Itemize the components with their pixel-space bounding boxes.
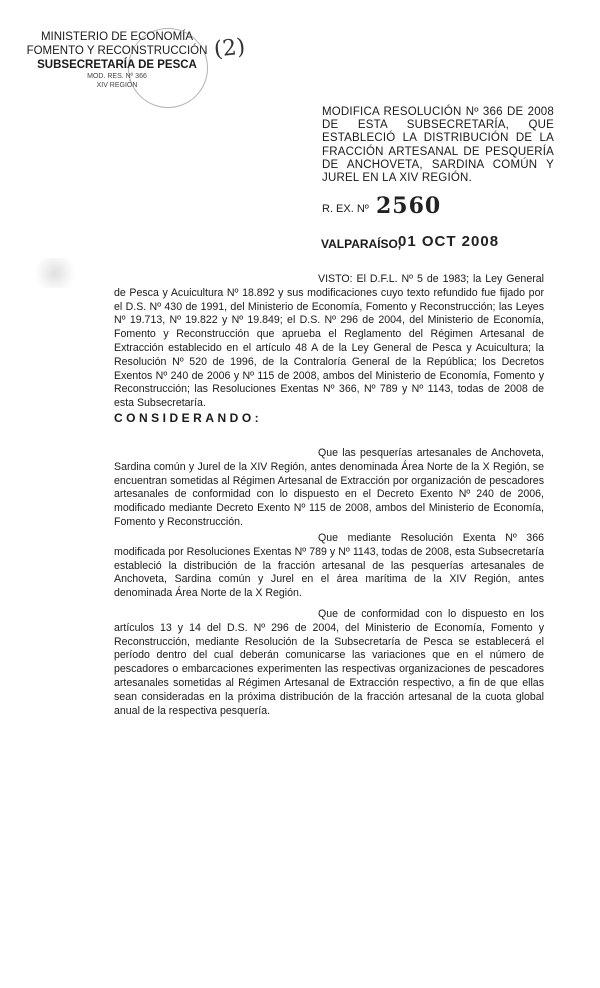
official-seal-stamp (128, 28, 208, 108)
scan-smudge (30, 258, 80, 288)
page-number: (2) (212, 34, 247, 63)
place-label: VALPARAÍSO, (321, 237, 402, 251)
considerando-paragraph-3: Que de conformidad con lo dispuesto en los artículos 13 y 14 del D.S. Nº 296 de 2004, del Ministerio de Economía, Fomento y Reconstrucción, mediante Resolución de la Subsecretaría de Pesca se establecerá el período dentro del cual deberán comunicarse las variaciones que en el número de pescadores o embarcaciones experimenten las respectivas organizaciones de pescadores artesanales sometidas al Régimen Artesanal de Extracción respectivo, a fin de que ellas sean consideradas en la próxima distribución de la fracción artesanal de la cuota global anual de la respectiva pesquería. (114, 608, 544, 717)
subsecretaria-name: SUBSECRETARÍA DE PESCA (37, 59, 197, 71)
considerando-heading: CONSIDERANDO: (114, 411, 263, 425)
ministry-name-line2: FOMENTO Y RECONSTRUCCIÓN (26, 45, 208, 57)
resolution-label: R. EX. Nº (322, 203, 369, 215)
reference-line1: MOD. RES. Nº 366 (87, 73, 147, 80)
date-stamp: 01 OCT 2008 (398, 233, 500, 250)
considerando-paragraph-1: Que las pesquerías artesanales de Anchoveta, Sardina común y Jurel de la XIV Región, antes denominada Área Norte de la X Región, se encuentran sometidas al Régimen Artesanal de Extracción por organización de pescadores artesanales de conformidad con lo dispuesto en el Decreto Exento Nº 240 de 2006, modificado mediante Decreto Exento Nº 115 de 2008, ambos del Ministerio de Economía, Fomento y Reconstrucción. (114, 447, 544, 528)
visto-paragraph: VISTO: El D.F.L. Nº 5 de 1983; la Ley General de Pesca y Acuicultura Nº 18.892 y sus modificaciones cuyo texto refundido fue fijado por el D.S. Nº 430 de 1991, del Ministerio de Economía, Fomento y Reconstrucción; las Leyes Nº 19.713, Nº 19.822 y Nº 19.849; el D.S. Nº 296 de 2004, del Ministerio de Economía, Fomento y Reconstrucción que aprueba el Reglamento del Régimen Artesanal de Extracción establecido en el artículo 48 A de la Ley General de Pesca y Acuicultura; la Resolución Nº 520 de 1996, de la Contraloría General de la República; los Decretos Exentos Nº 240 de 2006 y Nº 115 de 2008, ambos del Ministerio de Economía, Fomento y Reconstrucción; las Resoluciones Exentas Nº 366, Nº 789 y Nº 1143, todas de 2008 de esta Subsecretaría. (114, 273, 544, 410)
ministry-name-line1: MINISTERIO DE ECONOMÍA (40, 31, 194, 43)
reference-line2: XIV REGIÓN (96, 82, 138, 89)
document-title: MODIFICA RESOLUCIÓN Nº 366 DE 2008 DE ESTA SUBSECRETARÍA, QUE ESTABLECIÓ LA DISTRIBUCIÓN DE LA FRACCIÓN ARTESANAL DE PESQUERÍA DE ANCHOVETA, SARDINA COMÚN Y JUREL EN LA XIV REGIÓN. (322, 106, 554, 185)
considerando-paragraph-2: Que mediante Resolución Exenta Nº 366 modificada por Resoluciones Exentas Nº 789 y Nº 1143, todas de 2008, esta Subsecretaría estableció la distribución de la fracción artesanal de las pesquerías artesanales de Anchoveta, Sardina común y Jurel en el área marítima de la XIV Región, antes denominada Área Norte de la X Región. (114, 532, 544, 600)
resolution-number: 2560 (376, 193, 442, 219)
